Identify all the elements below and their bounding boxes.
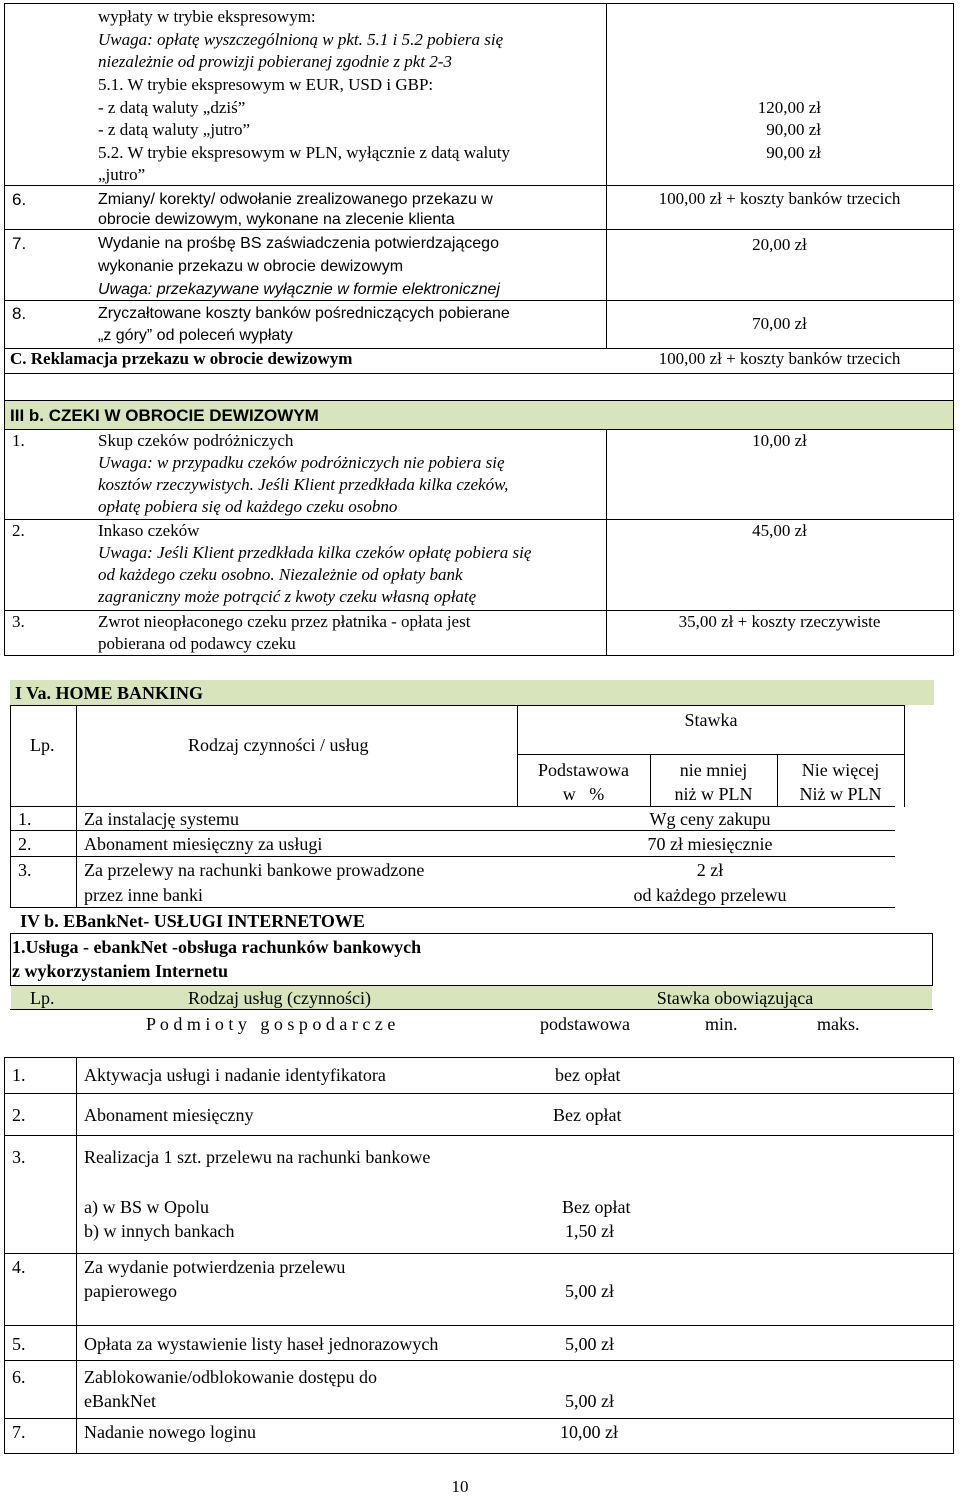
home-banking-hdr-min-2: niż w PLN (674, 784, 753, 804)
ebanknet-r4-name-1: Za wydanie potwierdzenia przelewu (84, 1257, 346, 1277)
checks-r3-line-1: Zwrot nieopłaconego czeku przez płatnika - opłata jest (98, 612, 471, 631)
ebanknet-r3-sub-b: b) w innych bankach (84, 1221, 235, 1241)
ebanknet-subtitle-1: 1.Usługa - ebankNet -obsługa rachunków bankowych (12, 937, 422, 957)
ebanknet-r3-sub-a: a) w BS w Opolu (84, 1197, 209, 1217)
r5-line-tomorrow: - z datą waluty „jutro” (98, 120, 250, 139)
ebanknet-hdr-min: min. (705, 1014, 738, 1034)
r8-line-2: „z góry” od poleceń wypłaty (98, 327, 293, 344)
r7-line-2: wykonanie przekazu w obrocie dewizowym (98, 258, 404, 275)
home-banking-r1-lp: 1. (18, 809, 32, 829)
page-number: 10 (451, 1477, 469, 1496)
checks-r1-note-1: Uwaga: w przypadku czeków podróżniczych nie pobiera się (98, 453, 505, 472)
ebanknet-r5-fee: 5,00 zł (565, 1334, 614, 1354)
ebanknet-subtitle-2: z wykorzystaniem Internetu (12, 961, 228, 981)
ebanknet-r7-name: Nadanie nowego loginu (84, 1422, 256, 1442)
r5-fee-today: 120,00 zł (757, 98, 821, 117)
ebanknet-r5-lp: 5. (12, 1334, 26, 1354)
home-banking-r3-lp: 3. (18, 860, 32, 880)
checks-r2-fee: 45,00 zł (752, 521, 807, 540)
ebanknet-r7-lp: 7. (12, 1422, 26, 1442)
ebanknet-r6-name-1: Zablokowanie/odblokowanie dostępu do (84, 1367, 377, 1387)
r6-line-1: Zmiany/ korekty/ odwołanie zrealizowanego przekazu w (98, 191, 493, 208)
ebanknet-title: IV b. EBankNet- USŁUGI INTERNETOWE (20, 911, 365, 931)
ebanknet-r4-name-2: papierowego (84, 1281, 177, 1301)
ebanknet-hdr-stawka: Stawka obowiązująca (656, 988, 814, 1008)
ebanknet-r6-name-2: eBankNet (84, 1391, 156, 1411)
checks-r3-line-2: pobierana od podawcy czeku (98, 634, 296, 653)
home-banking-hdr-rodzaj: Rodzaj czynności / usług (188, 735, 369, 755)
checks-r2-note-1: Uwaga: Jeśli Klient przedkłada kilka czeków opłatę pobiera się (98, 543, 532, 562)
ebanknet-hdr-rodzaj: Rodzaj usług (czynności) (188, 988, 371, 1008)
ebanknet-hdr-podmioty: P o d m i o t y g o s p o d a r c z e (146, 1014, 396, 1034)
home-banking-r2-lp: 2. (18, 834, 32, 854)
r5-line-51: 5.1. W trybie ekspresowym w EUR, USD i GBP: (98, 75, 434, 94)
home-banking-hdr-min-1: nie mniej (679, 760, 748, 780)
home-banking-hdr-podst-2: w % (562, 784, 605, 804)
home-banking-r3-name-2: przez inne banki (84, 885, 203, 905)
r7-note: Uwaga: przekazywane wyłącznie w formie elektronicznej (98, 281, 500, 298)
r5-line-52: 5.2. W trybie ekspresowym w PLN, wyłącznie z datą waluty (98, 143, 510, 162)
checks-section-title: III b. CZEKI W OBROCIE DEWIZOWYM (10, 406, 319, 425)
checks-r1-number: 1. (12, 431, 25, 450)
r6-line-2: obrocie dewizowym, wykonane na zlecenie klienta (98, 211, 455, 228)
ebanknet-r3-fee-a: Bez opłat (562, 1197, 631, 1217)
r7-fee: 20,00 zł (752, 235, 807, 254)
ebanknet-r6-fee: 5,00 zł (565, 1391, 614, 1411)
home-banking-r2-name: Abonament miesięczny za usługi (84, 834, 323, 854)
ebanknet-r3-name: Realizacja 1 szt. przelewu na rachunki bankowe (84, 1147, 431, 1167)
ebanknet-r4-lp: 4. (12, 1257, 26, 1277)
ebanknet-r1-lp: 1. (12, 1065, 26, 1085)
r5-line-jutro: „jutro” (98, 165, 146, 184)
home-banking-title: I Va. HOME BANKING (15, 683, 204, 703)
home-banking-r3-fee-1: 2 zł (696, 860, 724, 880)
home-banking-hdr-max-2: Niż w PLN (799, 784, 882, 804)
checks-r3-number: 3. (12, 612, 25, 631)
home-banking-r3-name-1: Za przelewy na rachunki bankowe prowadzone (84, 860, 425, 880)
checks-r1-note-2: kosztów rzeczywistych. Jeśli Klient przedkłada kilka czeków, (98, 475, 509, 494)
checks-r3-fee: 35,00 zł + koszty rzeczywiste (678, 612, 881, 631)
home-banking-hdr-podst-1: Podstawowa (538, 760, 629, 780)
home-banking-r2-fee: 70 zł miesięcznie (647, 834, 773, 854)
r5-note-line-1: Uwaga: opłatę wyszczególnioną w pkt. 5.1 i 5.2 pobiera się (98, 30, 504, 49)
r5-note-line-2: niezależnie od prowizji pobieranej zgodnie z pkt 2-3 (98, 52, 452, 71)
home-banking-r3-fee-2: od każdego przelewu (633, 885, 787, 905)
checks-r1-line-1: Skup czeków podróżniczych (98, 431, 294, 450)
c-complaint-title: C. Reklamacja przekazu w obrocie dewizowym (10, 349, 353, 368)
ebanknet-hdr-lp: Lp. (30, 988, 55, 1008)
ebanknet-r1-fee: bez opłat (555, 1065, 621, 1085)
ebanknet-r3-lp: 3. (12, 1147, 26, 1167)
r8-line-1: Zryczałtowane koszty banków pośredniczących pobierane (98, 305, 510, 322)
r5-line-1: wypłaty w trybie ekspresowym: (98, 7, 316, 26)
home-banking-r1-name: Za instalację systemu (84, 809, 239, 829)
r5-fee-tomorrow: 90,00 zł (766, 120, 821, 139)
ebanknet-hdr-max: maks. (817, 1014, 860, 1034)
checks-r2-line-1: Inkaso czeków (98, 521, 200, 540)
ebanknet-r6-lp: 6. (12, 1367, 26, 1387)
r7-line-1: Wydanie na prośbę BS zaświadczenia potwierdzającego (98, 235, 499, 252)
r8-fee: 70,00 zł (752, 314, 807, 333)
r7-number: 7. (12, 234, 27, 253)
ebanknet-r2-lp: 2. (12, 1105, 26, 1125)
ebanknet-hdr-podst: podstawowa (540, 1014, 630, 1034)
r5-line-today: - z datą waluty „dziś” (98, 98, 246, 117)
c-complaint-fee: 100,00 zł + koszty banków trzecich (658, 349, 901, 368)
r6-fee: 100,00 zł + koszty banków trzecich (658, 189, 901, 208)
checks-r2-number: 2. (12, 521, 25, 540)
checks-r2-note-2: od każdego czeku osobno. Niezależnie od opłaty bank (98, 565, 463, 584)
ebanknet-r2-fee: Bez opłat (553, 1105, 622, 1125)
checks-r1-note-3: opłatę pobiera się od każdego czeku osobno (98, 497, 398, 516)
ebanknet-r7-fee: 10,00 zł (560, 1422, 618, 1442)
ebanknet-r5-name: Opłata za wystawienie listy haseł jednorazowych (84, 1334, 439, 1354)
home-banking-hdr-lp: Lp. (30, 735, 55, 755)
ebanknet-r4-fee: 5,00 zł (565, 1281, 614, 1301)
checks-r1-fee: 10,00 zł (752, 431, 807, 450)
home-banking-r1-fee: Wg ceny zakupu (649, 809, 771, 829)
ebanknet-r3-fee-b: 1,50 zł (565, 1221, 614, 1241)
home-banking-hdr-max-1: Nie więcej (801, 760, 880, 780)
r5-fee-pln: 90,00 zł (766, 143, 821, 162)
ebanknet-r1-name: Aktywacja usługi i nadanie identyfikatora (84, 1065, 386, 1085)
ebanknet-r2-name: Abonament miesięczny (84, 1105, 254, 1125)
checks-r2-note-3: zagraniczny może potrącić z kwoty czeku własną opłatę (98, 587, 477, 606)
r8-number: 8. (12, 304, 27, 323)
r6-number: 6. (12, 190, 27, 209)
home-banking-hdr-stawka: Stawka (684, 710, 738, 730)
